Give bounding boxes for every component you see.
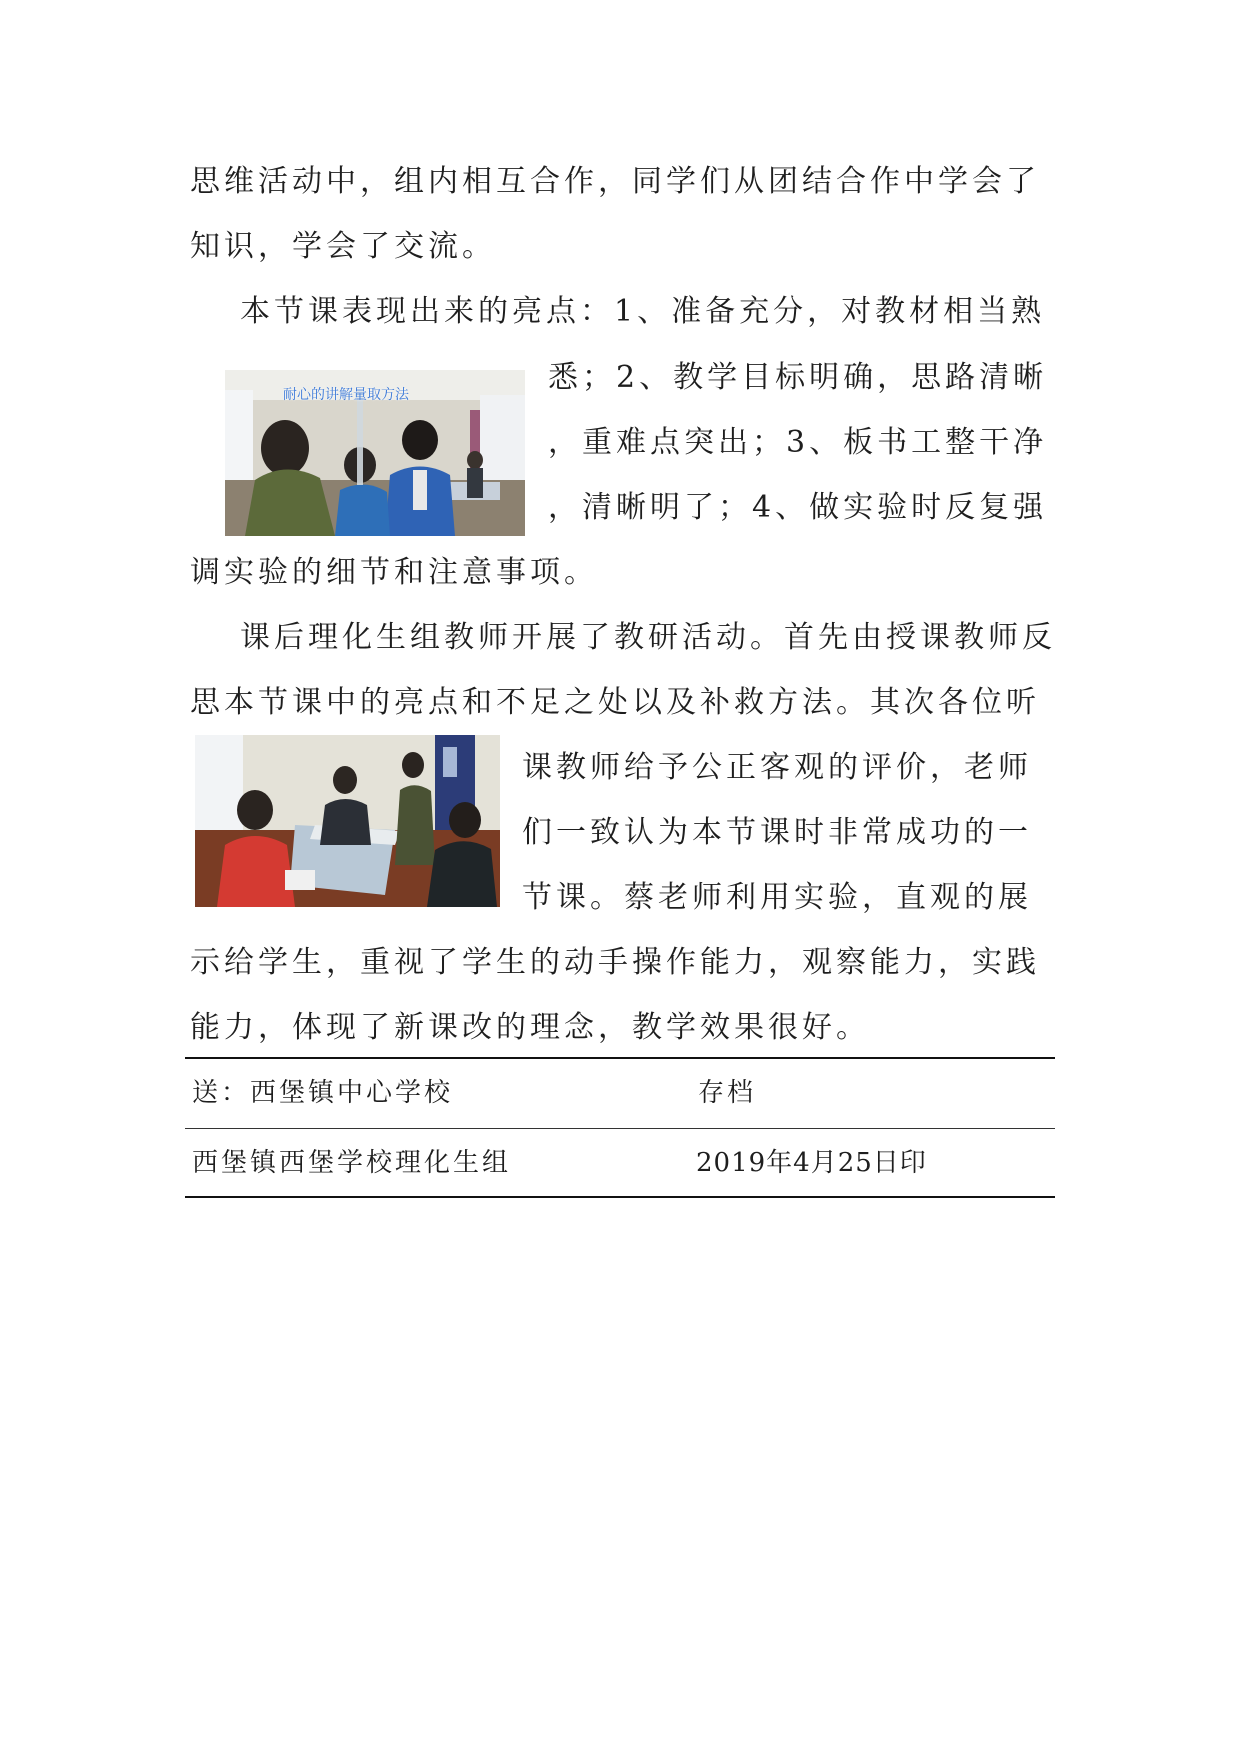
- body-line: 课教师给予公正客观的评价，老师: [522, 750, 1032, 785]
- body-line: 们一致认为本节课时非常成功的一: [522, 815, 1032, 850]
- footer-archive: 存档: [698, 1078, 757, 1108]
- body-line: 思本节课中的亮点和不足之处以及补救方法。其次各位听: [190, 685, 1040, 720]
- body-line: 本节课表现出来的亮点：1、准备充分，对教材相当熟: [240, 294, 1046, 329]
- classroom-photo-demonstration: [225, 370, 525, 536]
- footer-bottom-rule: [185, 1196, 1055, 1198]
- body-line: 思维活动中，组内相互合作，同学们从团结合作中学会了: [190, 164, 1040, 199]
- footer-date: 2019年4月25日印: [696, 1148, 927, 1178]
- body-line: 示给学生，重视了学生的动手操作能力，观察能力，实践: [190, 945, 1040, 980]
- body-line: 节课。蔡老师利用实验，直观的展: [522, 880, 1032, 915]
- footer-issuer: 西堡镇西堡学校理化生组: [192, 1148, 512, 1178]
- body-line: 能力，体现了新课改的理念，教学效果很好。: [190, 1010, 870, 1045]
- body-line: 调实验的细节和注意事项。: [190, 555, 598, 590]
- body-line: 悉；2、教学目标明确，思路清晰: [548, 360, 1048, 395]
- footer-middle-rule: [185, 1128, 1055, 1129]
- teaching-research-meeting-photo: [195, 735, 500, 907]
- photo-caption: 耐心的讲解量取方法: [283, 387, 409, 403]
- footer-top-rule: [185, 1057, 1055, 1059]
- body-line: ，重难点突出；3、板书工整干净: [548, 425, 1048, 460]
- body-line: 知识，学会了交流。: [190, 229, 496, 264]
- body-line: 课后理化生组教师开展了教研活动。首先由授课教师反: [240, 620, 1056, 655]
- footer-send-to: 送：西堡镇中心学校: [192, 1078, 454, 1108]
- body-line: ，清晰明了；4、做实验时反复强: [548, 490, 1048, 525]
